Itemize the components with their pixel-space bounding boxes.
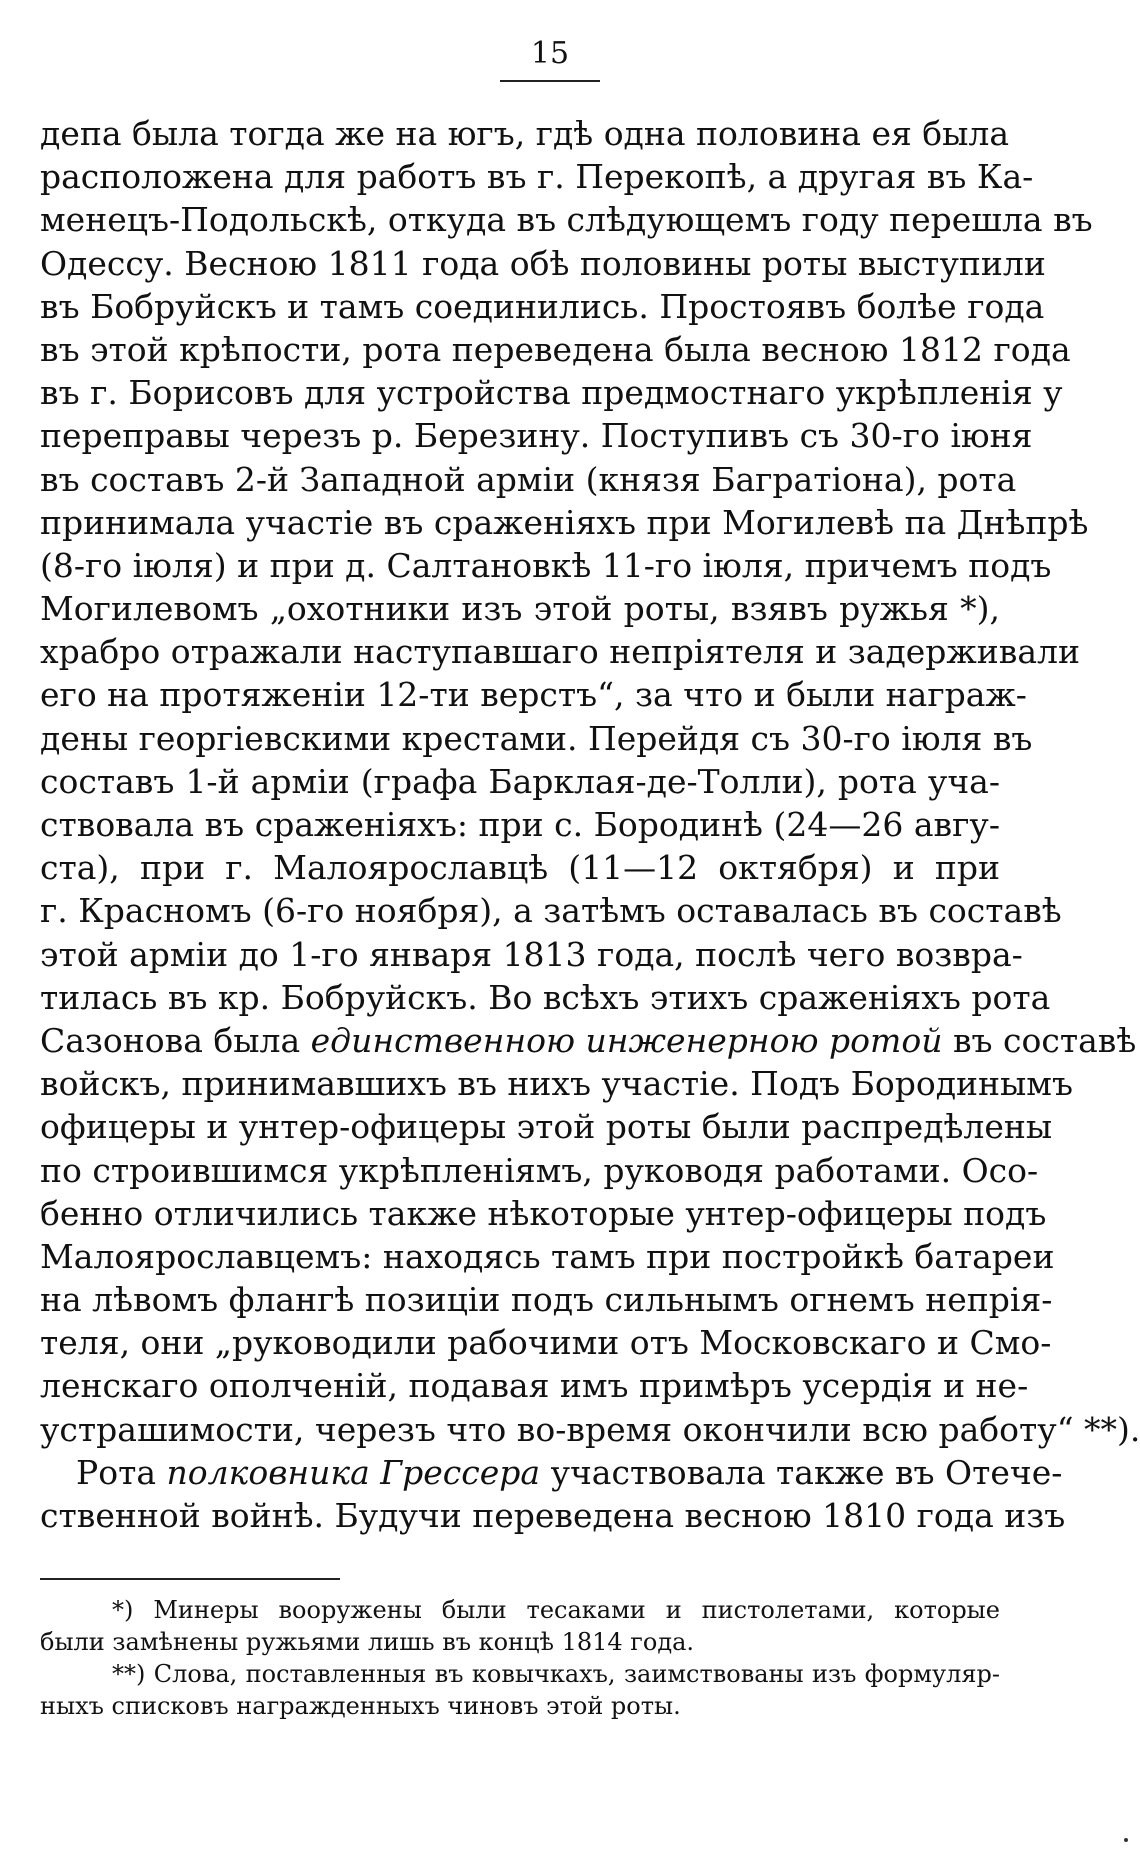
footnote-line: ныхъ списковъ награжденныхъ чиновъ этой роты. — [40, 1692, 681, 1720]
page-number-rule — [500, 80, 600, 82]
text-line: по строившимся укрѣпленіямъ, руководя работами. Осо- — [40, 1150, 1039, 1190]
text-line: принимала участіе въ сраженіяхъ при Могилевѣ па Днѣпрѣ — [40, 502, 1089, 542]
text-line: менецъ-Подольскѣ, откуда въ слѣдующемъ году перешла въ — [40, 200, 1093, 240]
text-line: офицеры и унтер-офицеры этой роты были распредѣлены — [40, 1107, 1053, 1147]
text-line: ленскаго ополченій, подавая имъ примѣръ усердія и не- — [40, 1366, 1029, 1406]
page-number: 15 — [530, 36, 570, 71]
footnote-rule — [40, 1578, 340, 1580]
text-line: на лѣвомъ флангѣ позиціи подъ сильнымъ огнемъ непрія- — [40, 1280, 1053, 1320]
text-line: тилась въ кр. Бобруйскъ. Во всѣхъ этихъ сраженіяхъ рота — [40, 977, 1051, 1017]
footnotes — [40, 1594, 1000, 1722]
text-line: (8-го іюля) и при д. Салтановкѣ 11-го іюля, причемъ подъ — [40, 545, 1052, 585]
text-line: ственной войнѣ. Будучи переведена весною 1810 года изъ — [40, 1496, 1066, 1535]
emphasis-text: полковника Грессера — [166, 1452, 541, 1492]
emphasis-text: единственною инженерною ротой — [310, 1020, 943, 1060]
text-line: г. Красномъ (6-го ноября), а затѣмъ оставалась въ составѣ — [40, 891, 1062, 931]
text-line: ста), при г. Малоярославцѣ (11—12 октября) и при — [40, 848, 1000, 888]
text-segment: Рота — [76, 1452, 167, 1492]
text-line: бенно отличились также нѣкоторые унтер-офицеры подъ — [40, 1193, 1047, 1233]
paragraph-last-line: устрашимости, черезъ что во-время окончили всю работу“ **). — [40, 1409, 1140, 1449]
text-line: Малоярославцемъ: находясь тамъ при постройкѣ батареи — [40, 1236, 1055, 1276]
print-speck — [1124, 1838, 1128, 1842]
text-line: храбро отражали наступавшаго непріятеля и задерживали — [40, 632, 1080, 672]
text-line-with-emphasis — [40, 1451, 1063, 1494]
text-line: ствовала въ сраженіяхъ: при с. Бородинѣ (24—26 авгу- — [40, 805, 1000, 844]
footnote-line: *) Минеры вооружены были тесаками и пистолетами, которые — [112, 1596, 1000, 1624]
text-line: составъ 1-й арміи (графа Барклая-де-Толли), рота уча- — [40, 761, 1000, 801]
text-line: въ Бобруйскъ и тамъ соединились. Простоявъ болѣе года — [40, 286, 1045, 326]
text-line: депа была тогда же на югъ, гдѣ одна половина ея была — [40, 114, 1010, 153]
text-segment: участвовала также въ Отече- — [540, 1452, 1063, 1492]
text-segment: Сазонова была — [40, 1020, 311, 1060]
main-text — [40, 112, 1140, 1537]
text-line: дены георгіевскими крестами. Перейдя съ 30-го іюля въ — [40, 718, 1033, 758]
text-line: въ этой крѣпости, рота переведена была весною 1812 года — [40, 329, 1071, 369]
text-line-with-emphasis — [40, 1019, 1137, 1062]
text-line: въ г. Борисовъ для устройства предмостнаго укрѣпленія у — [40, 373, 1063, 413]
footnote-line: **) Слова, поставленныя въ ковычкахъ, заимствованы изъ формуляр- — [112, 1660, 1000, 1688]
text-line: этой арміи до 1-го января 1813 года, послѣ чего возвра- — [40, 934, 1023, 974]
text-line: переправы черезъ р. Березину. Поступивъ съ 30-го іюня — [40, 416, 1033, 456]
text-line: его на протяженіи 12-ти верстъ“, за что и были награж- — [40, 675, 1027, 715]
text-line: войскъ, принимавшихъ въ нихъ участіе. Подъ Бородинымъ — [40, 1064, 1073, 1104]
text-line: Одессу. Весною 1811 года обѣ половины роты выступили — [40, 243, 1046, 283]
text-line: въ составъ 2-й Западной арміи (князя Багратіона), рота — [40, 459, 1017, 499]
footnote-line: были замѣнены ружьями лишь въ концѣ 1814 года. — [40, 1628, 695, 1656]
text-line: теля, они „руководили рабочими отъ Московскаго и Смо- — [40, 1323, 1052, 1363]
text-line: Могилевомъ „охотники изъ этой роты, взявъ ружья *), — [40, 589, 1000, 629]
text-line: расположена для работъ въ г. Перекопѣ, а другая въ Ка- — [40, 157, 1034, 197]
text-segment: въ составѣ — [942, 1020, 1137, 1060]
